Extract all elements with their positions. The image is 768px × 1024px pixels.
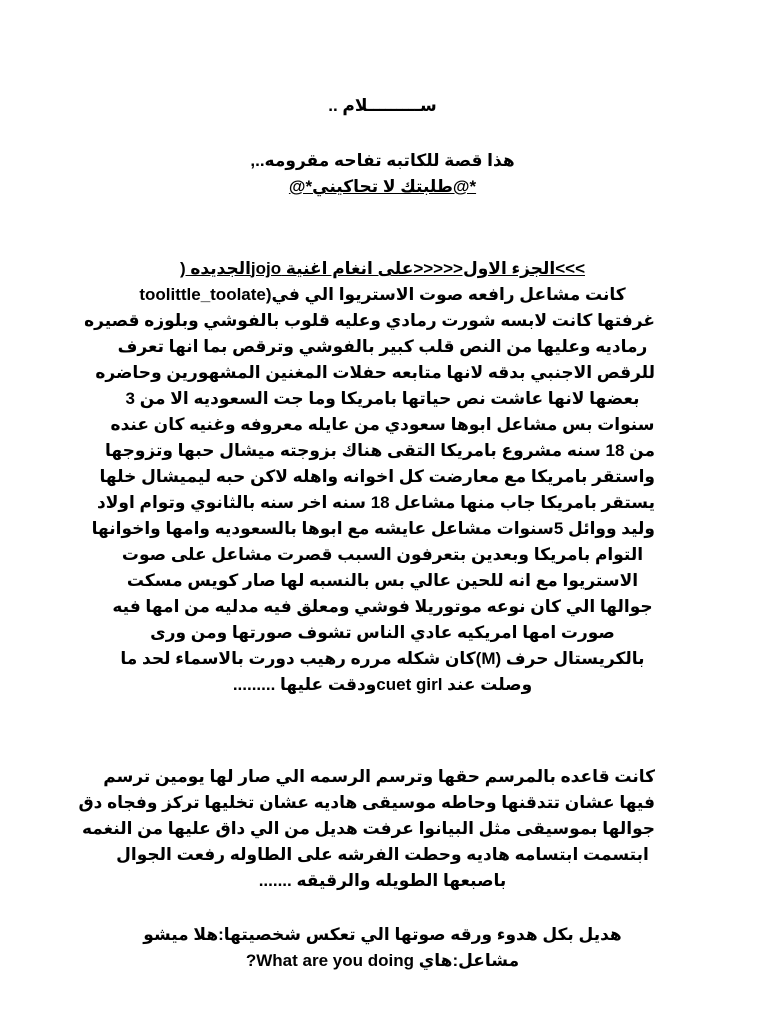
part1-line: وليد ووائل 5سنوات مشاعل عايشه مع ابوها بالسعوديه وامها واخوانها — [91, 519, 655, 538]
greeting-line: ســـــــــلام .. — [328, 96, 437, 115]
part2-line: جوالها بموسيقى مثل البيانوا عرفت هديل من الي داق عليها من النغمه — [81, 819, 655, 838]
part1-line: التوام بامريكا وبعدين بتعرفون السبب قصرت مشاعل على صوت — [121, 545, 644, 564]
intro-request-line — [110, 175, 655, 199]
part1-line: غرفتها كانت لابسه شورت رمادي وعليه قلوب بالفوشي وبلوزه قصيره — [84, 311, 655, 330]
request-text: *@طلبتك لا تحاكيني*@ — [288, 177, 477, 196]
part1-line: بعضها لانها عاشت نص حياتها بامريكا وما جت السعوديه الا من 3 — [125, 389, 640, 408]
intro-line: هذا قصة للكاتبه تفاحه مقرومه.., — [250, 151, 515, 170]
dialogue-line: مشاعل:هاي What are you doing? — [245, 951, 520, 970]
part2-line: فيها عشان تتدقنها وحاطه موسيقى هاديه عشان تخليها تركز وفجاه دق — [78, 793, 655, 812]
part1-line: جوالها الي كان نوعه موتوريلا فوشي ومعلق فيه مدليه من امها فيه — [112, 597, 653, 616]
part1-heading: >>>الجزء الاول<<<<<على انغام اغنية jojoالجديده ( — [180, 259, 585, 278]
part1-line: وصلت عند cuet girlودقت عليها ......... — [232, 675, 533, 694]
part1-line: الاستريوا مع انه للحين عالي بس بالنسبه لها صار كويس مسكت — [126, 571, 639, 590]
part1-line: سنوات بس مشاعل ابوها سعودي من عايله معروفه وغنيه كان عنده — [110, 415, 655, 434]
part1-line: من 18 سنه مشروع بامريكا التقى هناك بزوجته ميشال حبها وتزوجها — [105, 441, 655, 460]
part1-line: صورت امها امريكيه عادي الناس تشوف صورتها ومن ورى — [150, 623, 615, 642]
part1-line: toolittle_toolate)كانت مشاعل رافعه صوت الاستريوا الي في — [139, 285, 626, 304]
part1-line: رماديه وعليها من النص قلب كبير بالفوشي وترقص بما انها تعرف — [117, 337, 648, 356]
part1-line: للرقص الاجنبي بدقه لانها متابعه حفلات المغنين المشهورين وحاضره — [95, 363, 655, 382]
part1-line: يستقر بامريكا جاب منها مشاعل 18 سنه اخر سنه بالثانوي وتوام اولاد — [97, 493, 655, 512]
part2-line: باصبعها الطويله والرقيقه ....... — [258, 871, 507, 890]
part2-line: كانت قاعده بالمرسم حقها وترسم الرسمه الي صار لها يومين ترسم — [103, 767, 655, 786]
part1-line — [110, 257, 655, 281]
dialogue-line: هديل بكل هدوء ورقه صوتها الي تعكس شخصيتها:هلا ميشو — [143, 925, 622, 944]
part2-line: ابتسمت ابتسامه هاديه وحطت الفرشه على الطاوله رفعت الجوال — [116, 845, 649, 864]
part1-line: واستقر بامريكا مع معارضت كل اخوانه واهله لاكن حبه ليميشال خلها — [99, 467, 655, 486]
part1-line: بالكريستال حرف (M)كان شكله مرره رهيب دورت بالاسماء لحد ما — [120, 649, 645, 668]
